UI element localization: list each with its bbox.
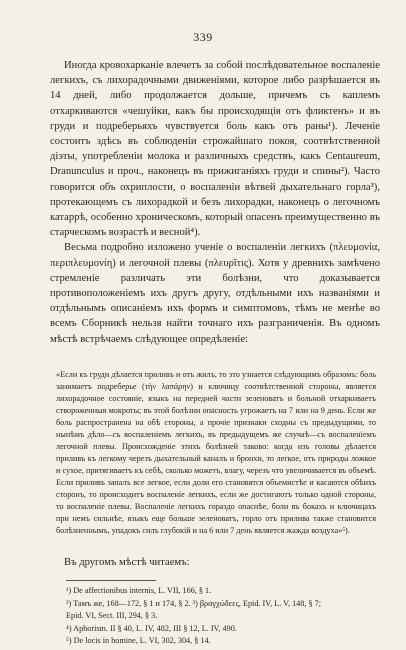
footnote-2: ²) Тамъ же, 168—172, § 1 и 174, § 2. ³) βραγχώδεες, Epid. IV, L. V, 148, § 7;	[66, 598, 321, 608]
paragraph-another-place: Въ другомъ мѣстѣ читаемъ:	[64, 557, 190, 568]
page-number: 339	[193, 30, 213, 44]
footnote-2-continued: Epid. VI, Sect. III, 294, § 3.	[66, 611, 158, 621]
footnote-5: ⁵) De locis in homine, L. VI, 302, 304, § 14.	[66, 636, 211, 646]
paragraph-pneumonia: Весьма подробно изложено ученіе о воспаленіи легкихъ (πλευμονία, περιπλευμονίη) и легочной плевы (πλευρῖτις). Хотя у древнихъ замѣчено стремленіе различать эти болѣзни, что доказывается противоположеніемъ ихъ другъ другу, отдѣльными ихъ названіями и отдѣльнымъ описаніемъ ихъ формъ и симптомовъ, тѣмъ не менѣе во всемъ Сборникѣ нельзя найти точнаго ихъ разграниченія. Въ одномъ мѣстѣ встрѣчаемъ слѣдующее опредѣленіе:	[50, 242, 380, 345]
quotation-block: «Если къ груди дѣлается приливъ и отъ жилъ, то это узнается слѣдующимъ образомъ: боль занимаетъ подреберье (τὴν λαπάρην) и ключицу соотвѣтственной стороны, является лихорадочное состояніе, языкъ на передней части зеленоватъ и больной отхаркиваетъ створоженныя мокроты; въ этой болѣзни опасность угрожаетъ на 7 или на 9 день. Если же боль распространена на обѣ стороны, а прочіе признаки сходны съ предыдущими, то нынѣмъ дѣло—съ воспаленіемъ легкихъ, въ предыдущемъ же случаѣ—съ воспаленіемъ легочной плевы. Происхожденіе этихъ болѣзней таково: когда изъ головы дѣлается приливъ къ легкому черезъ дыхательный каналъ и бронхи, то легкое, отъ природы ложкое и сухое, притягиваетъ къ себѣ, сколько можетъ, влагу, черезъ что увеличивается въ объемѣ. Если приливъ запалъ все легкое, если доли его становятся объемистѣе и касаются обѣихъ сторонъ, то происходитъ воспаленіе легкихъ, если же достигаютъ только одной стороны, то воспаленіе плевы. Воспаленіе легкихъ гораздо опаснѣе, боли въ бокахъ и ключицахъ при немъ сильнѣе, языкъ еще больше зеленоватъ, горло отъ прилива также становится болѣзненнымъ, упадокъ силъ глубокій и на 6 или 7 день является жажда воздуха»⁵).	[56, 370, 376, 535]
footnote-1: ¹) De affectionibus internis, L. VII, 166, § 1.	[66, 586, 212, 595]
main-text	[50, 58, 380, 347]
paragraph-haemoptysis: Иногда кровохарканіе влечетъ за собой послѣдовательное воспаленіе легкихъ, съ лихорадочными движеніями, которое либо разрѣшается въ 14 дней, либо продолжается дольше, причемъ съ каплемъ отхаркиваются «чешуйки, какъ бы происходящія отъ фликтенъ» и въ груди и подреберьяхъ чувствуется боль какъ отъ раны¹). Леченіе состоитъ здѣсь въ соблюденіи строжайшаго покоя, соотвѣтственной діэты, употребленіи молока и различныхъ средствъ, какъ Centaureum, Dranunculus и проч., наконецъ въ прижиганіяхъ груди и спины²). Часто говорится объ охриплости, о воспаленіи вѣтвей дыхательнаго горла³), протекающемъ съ лихорадкой и безъ лихорадки, наконецъ о легочномъ катаррѣ, особенно хроническомъ, который опасенъ преимущественно въ старческомъ возрастѣ и весной⁴).	[50, 60, 380, 239]
footnote-4: ⁴) Aphorism. II § 40, L. IV, 482, III § 12, L. IV, 490.	[66, 623, 237, 633]
footnotes	[66, 585, 376, 648]
footnote-divider	[66, 580, 156, 581]
